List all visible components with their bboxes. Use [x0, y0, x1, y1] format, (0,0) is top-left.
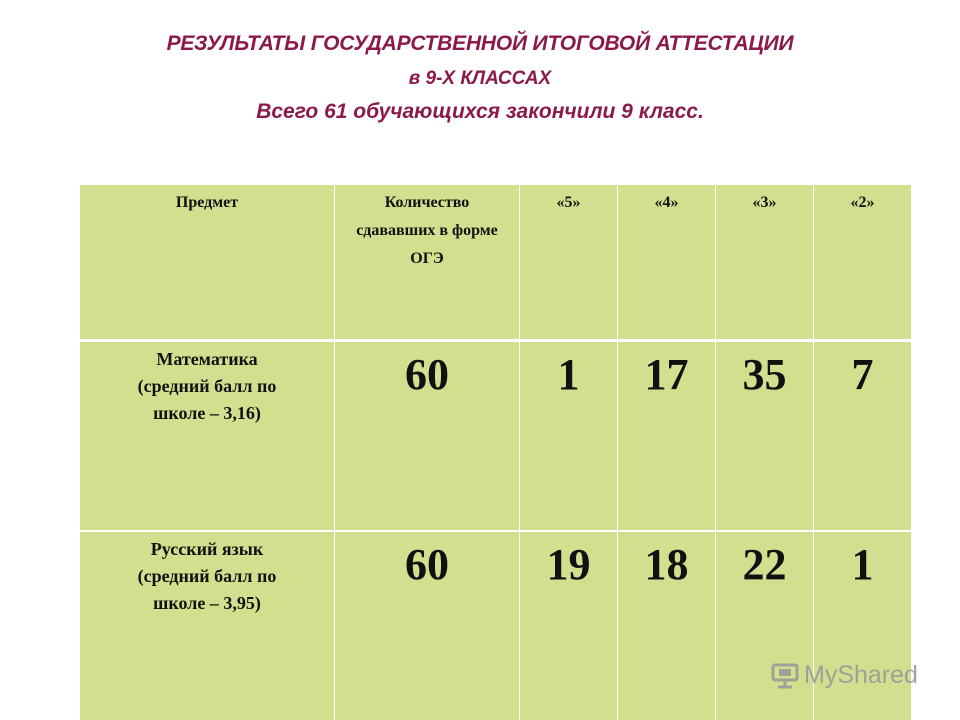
heading-line-3: Всего 61 обучающихся закончили 9 класс.	[256, 100, 704, 123]
header-count: Количество сдававших в форме ОГЭ	[335, 185, 520, 341]
header-grade-4: «4»	[618, 185, 716, 341]
presentation-screen-icon	[770, 660, 800, 690]
subject-average: школе – 3,95)	[153, 593, 261, 613]
count-cell: 60	[335, 341, 520, 532]
subject-name: Математика	[156, 349, 258, 369]
grade-4-cell: 17	[618, 341, 716, 532]
subject-cell	[80, 341, 335, 532]
grade-2-cell: 1	[814, 531, 912, 720]
grade-2-cell: 7	[814, 341, 912, 532]
subject-name: Русский язык	[150, 539, 264, 559]
header-grade-2: «2»	[814, 185, 912, 341]
header-grade-3: «3»	[716, 185, 814, 341]
subject-average: школе – 3,16)	[153, 403, 261, 423]
grade-4-cell: 18	[618, 531, 716, 720]
subject-cell	[80, 531, 335, 720]
results-table	[79, 185, 912, 720]
table-header-row	[80, 185, 912, 341]
heading-line-2: в 9-Х КЛАССАХ	[408, 68, 552, 89]
heading-line-1: РЕЗУЛЬТАТЫ ГОСУДАРСТВЕННОЙ ИТОГОВОЙ АТТЕСТАЦИИ	[166, 32, 794, 55]
table-row	[80, 341, 912, 532]
header-subject: Предмет	[80, 185, 335, 341]
count-cell: 60	[335, 531, 520, 720]
grade-5-cell: 1	[520, 341, 618, 532]
grade-5-cell: 19	[520, 531, 618, 720]
watermark-logo	[770, 657, 918, 693]
grade-3-cell: 35	[716, 341, 814, 532]
grade-3-cell: 22	[716, 531, 814, 720]
watermark-text: MyShared	[804, 660, 918, 689]
subject-note: (средний балл по	[137, 566, 277, 586]
header-grade-5: «5»	[520, 185, 618, 341]
subject-note: (средний балл по	[137, 376, 277, 396]
